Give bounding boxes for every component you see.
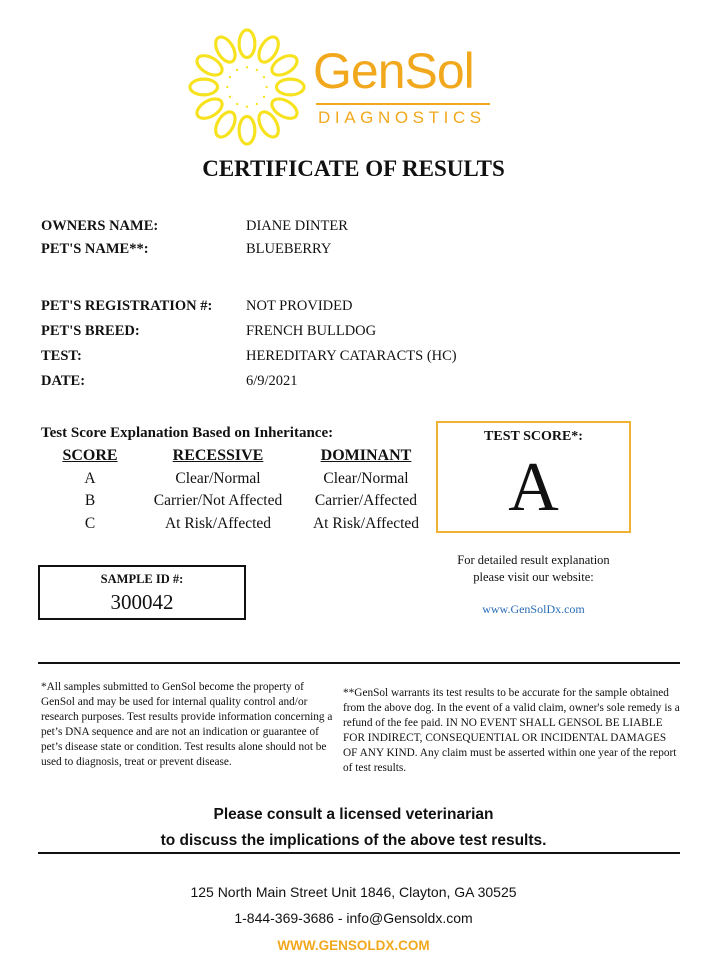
owners-name-label: OWNERS NAME:	[41, 218, 159, 234]
test-score-label: TEST SCORE*:	[484, 429, 583, 444]
test-value: HEREDITARY CATARACTS (HC)	[246, 348, 457, 364]
table-cell: B	[84, 492, 96, 509]
table-cell: C	[84, 515, 96, 532]
registration-label: PET'S REGISTRATION #:	[41, 298, 213, 314]
logo-tagline: DIAGNOSTICS	[318, 108, 486, 127]
recessive-header: RECESSIVE	[172, 447, 264, 464]
table-cell: At Risk/Affected	[312, 515, 420, 532]
disclaimer-left: *All samples submitted to GenSol become the property of GenSol and may be used for internal quality control and/or research purposes. Test results provide information concerning a pet’s DNA sequence and are not an indication or guarantee of pet’s disease state or condition. Test results alone should not be used to diagnosis, treat or prevent disease.	[41, 681, 333, 768]
detail-line-2: please visit our website:	[473, 570, 594, 584]
logo-rule	[316, 103, 490, 105]
test-score-value: A	[508, 449, 559, 526]
logo-wordmark: GenSol	[313, 43, 474, 99]
test-score-box	[436, 421, 631, 533]
table-cell: At Risk/Affected	[164, 515, 272, 532]
page-title: CERTIFICATE OF RESULTS	[202, 156, 505, 181]
explanation-heading: Test Score Explanation Based on Inheritance:	[41, 425, 334, 441]
breed-value: FRENCH BULLDOG	[246, 323, 377, 339]
pets-name-value: BLUEBERRY	[246, 241, 332, 257]
detail-line-1: For detailed result explanation	[457, 553, 610, 567]
sample-id-box	[38, 565, 246, 620]
consult-line-2: to discuss the implications of the above test results.	[160, 832, 547, 849]
detail-explanation-text	[436, 552, 631, 586]
table-cell: Carrier/Affected	[314, 492, 418, 509]
footer-website[interactable]: WWW.GENSOLDX.COM	[277, 938, 430, 953]
table-cell: Carrier/Not Affected	[153, 492, 283, 509]
table-cell: A	[84, 470, 96, 487]
divider-bottom	[38, 852, 680, 854]
footer-contact: 1-844-369-3686 - info@Gensoldx.com	[234, 910, 473, 926]
sample-id-value: 300042	[110, 590, 174, 614]
score-header: SCORE	[62, 447, 118, 464]
dominant-header: DOMINANT	[320, 447, 412, 464]
disclaimer-right: **GenSol warrants its test results to be accurate for the sample obtained from the above dog. In the event of a valid claim, owner's sole remedy is a refund of the fee paid. IN NO EVENT SHALL GENSOL BE LIABLE FOR INDIRECT, CONSEQUENTIAL OR INCIDENTAL DAMAGES OF ANY KIND. Any claim must be asserted within one year of the report of test results.	[343, 687, 680, 774]
table-cell: Clear/Normal	[175, 470, 261, 487]
sample-id-label: SAMPLE ID #:	[100, 572, 184, 586]
pets-name-label: PET'S NAME**:	[41, 241, 149, 257]
website-link[interactable]: www.GenSolDx.com	[482, 602, 585, 616]
consult-line-1: Please consult a licensed veterinarian	[213, 806, 494, 823]
date-value: 6/9/2021	[246, 373, 298, 389]
table-cell: Clear/Normal	[323, 470, 409, 487]
dna-ring-icon	[188, 28, 306, 146]
breed-label: PET'S BREED:	[41, 323, 140, 339]
registration-value: NOT PROVIDED	[246, 298, 353, 314]
owners-name-value: DIANE DINTER	[246, 218, 348, 234]
test-label: TEST:	[41, 348, 82, 364]
date-label: DATE:	[41, 373, 86, 389]
divider-top	[38, 662, 680, 664]
footer-address: 125 North Main Street Unit 1846, Clayton, GA 30525	[190, 884, 517, 900]
